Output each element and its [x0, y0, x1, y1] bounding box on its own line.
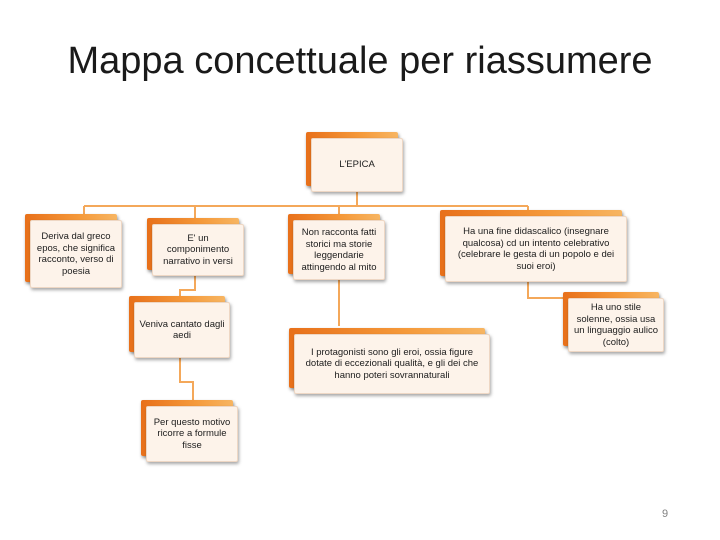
node-deriva[interactable]	[30, 220, 122, 288]
node-formule[interactable]	[146, 406, 238, 462]
node-root[interactable]	[311, 138, 403, 192]
slide-title: Mappa concettuale per riassumere	[67, 40, 653, 82]
node-fine-label: Ha una fine didascalico (insegnare qualcosa) cd un intento celebrativo (celebrare le gesta di un popolo e dei suoi eroi)	[445, 216, 627, 282]
page-number: 9	[662, 508, 669, 520]
node-cantato[interactable]	[134, 302, 230, 358]
node-stile-label: Ha uno stile solenne, ossia usa un linguaggio aulico (colto)	[568, 298, 664, 352]
connector-cantato-to-formule	[180, 358, 193, 406]
node-deriva-label: Deriva dal greco epos, che significa racconto, verso di poesia	[30, 220, 122, 288]
node-root-label: L'EPICA	[311, 138, 403, 192]
node-fine[interactable]	[445, 216, 627, 282]
node-cantato-label: Veniva cantato dagli aedi	[134, 302, 230, 358]
node-componimento-label: E' un componimento narrativo in versi	[152, 224, 244, 276]
node-formule-label: Per questo motivo ricorre a formule fisse	[146, 406, 238, 462]
node-protagonisti-label: I protagonisti sono gli eroi, ossia figure dotate di eccezionali qualità, e gli dei che hanno poteri sovrannaturali	[294, 334, 490, 394]
node-fatti[interactable]	[293, 220, 385, 280]
node-protagonisti[interactable]	[294, 334, 490, 394]
node-stile[interactable]	[568, 298, 664, 352]
node-fatti-label: Non racconta fatti storici ma storie leggendarie attingendo al mito	[293, 220, 385, 280]
node-componimento[interactable]	[152, 224, 244, 276]
